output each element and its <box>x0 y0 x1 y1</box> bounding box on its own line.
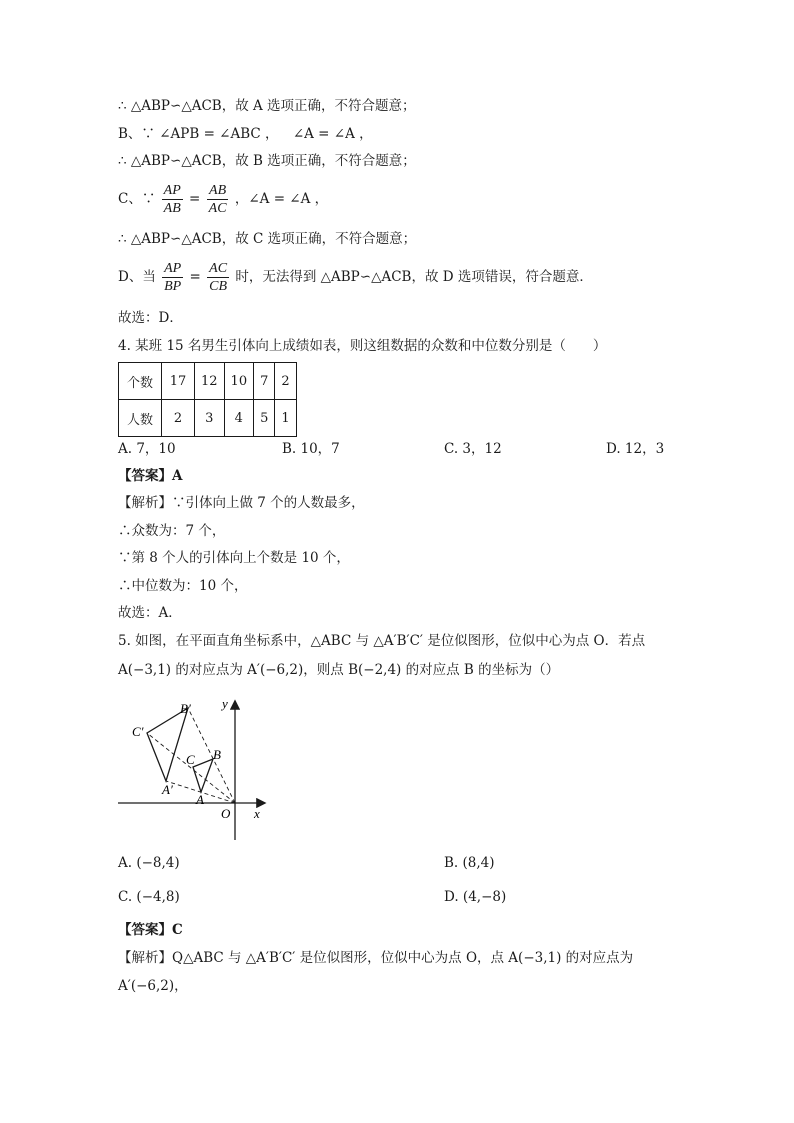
question-4-analysis-line: ∵第 8 个人的引体向上个数是 10 个， <box>118 550 350 566</box>
table-cell: 人数 <box>119 400 162 437</box>
table-row <box>119 400 297 437</box>
score-table <box>118 362 297 437</box>
question-5-answer: 【答案】C <box>118 922 183 938</box>
question-4-analysis-line: ∴众数为：7 个， <box>118 523 226 539</box>
table-cell: 3 <box>195 400 225 437</box>
question-5-option-d[interactable]: D. (4,−8) <box>444 889 507 905</box>
question-4-option-c[interactable]: C. 3，12 <box>444 441 502 457</box>
solution-line-b-part1: B、∵ ∠APB = ∠ABC ， <box>118 126 279 142</box>
table-cell: 12 <box>195 363 225 400</box>
label-c: C <box>186 752 195 767</box>
label-b-prime: B′ <box>180 701 191 716</box>
triangle-a1b1c1 <box>147 708 188 781</box>
fraction-denominator: CB <box>209 279 228 294</box>
question-5-option-c[interactable]: C. (−4,8) <box>118 889 180 905</box>
question-5-analysis-line-1: 【解析】Q△ABC 与 △A′B′C′ 是位似图形，位似中心为点 O，点 A(−3,1) 的对应点为 <box>118 950 634 966</box>
fraction-ab-ac <box>207 182 229 217</box>
question-5-option-b[interactable]: B. (8,4) <box>444 855 495 871</box>
fraction-denominator: AB <box>163 201 181 216</box>
solution-line-b-part2: ∠A = ∠A ， <box>292 126 373 142</box>
table-cell: 17 <box>162 363 195 400</box>
table-cell: 1 <box>275 400 296 437</box>
question-4-analysis-line: ∴中位数为：10 个， <box>118 578 248 594</box>
label-c-prime: C′ <box>132 724 144 739</box>
label-y: y <box>222 696 228 711</box>
table-cell: 7 <box>254 363 275 400</box>
table-cell: 个数 <box>119 363 162 400</box>
question-4-option-a[interactable]: A. 7，10 <box>118 441 176 457</box>
label-origin: O <box>221 806 231 821</box>
question-4-stem: 4. 某班 15 名男生引体向上成绩如表，则这组数据的众数和中位数分别是（ ） <box>118 338 607 354</box>
solution-line-d-suffix: 时，无法得到 △ABP∽△ACB，故 D 选项错误，符合题意． <box>235 269 593 285</box>
equals-sign: = <box>189 269 201 285</box>
question-5-stem-line-2: A(−3,1) 的对应点为 A′(−6,2)，则点 B(−2,4) 的对应点 B 的坐标为（） <box>118 662 560 678</box>
solution-line-c-suffix: ，∠A = ∠A ， <box>234 191 329 207</box>
fraction-numerator: AP <box>164 261 182 276</box>
table-cell: 10 <box>224 363 254 400</box>
fraction-denominator: AC <box>208 201 227 216</box>
label-a: A <box>196 792 204 807</box>
solution-line-b-conclusion: ∴ △ABP∽△ACB，故 B 选项正确，不符合题意； <box>118 153 416 169</box>
fraction-numerator: AP <box>163 183 181 198</box>
table-cell: 2 <box>275 363 296 400</box>
label-b: B <box>213 747 221 762</box>
question-4-option-b[interactable]: B. 10，7 <box>282 441 340 457</box>
solution-line-c-prefix: C、∵ <box>118 191 156 207</box>
question-4-answer: 【答案】A <box>118 468 183 484</box>
fraction-ap-ab <box>162 182 183 217</box>
equals-sign: = <box>189 191 201 207</box>
table-cell: 4 <box>224 400 254 437</box>
solution-line-c-conclusion: ∴ △ABP∽△ACB，故 C 选项正确，不符合题意； <box>118 231 417 247</box>
solution-line-d-prefix: D、当 <box>118 269 156 285</box>
question-5-analysis-line-2: A′(−6,2)， <box>118 978 188 994</box>
label-a-prime: A′ <box>162 782 173 797</box>
question-4-option-d[interactable]: D. 12，3 <box>606 441 665 457</box>
table-cell: 2 <box>162 400 195 437</box>
question-4-analysis-line: 【解析】∵引体向上做 7 个的人数最多， <box>118 495 365 511</box>
solution-line-b <box>118 124 373 144</box>
label-x: x <box>254 806 260 821</box>
triangle-abc <box>193 759 213 792</box>
fraction-numerator: AC <box>209 261 228 276</box>
solution-line-c <box>118 180 328 218</box>
table-cell: 5 <box>254 400 275 437</box>
fraction-ap-bp <box>162 260 183 295</box>
fraction-numerator: AB <box>209 183 227 198</box>
question-5-option-a[interactable]: A. (−8,4) <box>118 855 180 871</box>
question-5-stem-line-1: 5. 如图，在平面直角坐标系中，△ABC 与 △A′B′C′ 是位似图形，位似中心为点 O．若点 <box>118 633 646 649</box>
solution-choice: 故选：D． <box>118 310 183 326</box>
fraction-denominator: BP <box>164 279 182 294</box>
solution-line-a: ∴ △ABP∽△ACB，故 A 选项正确，不符合题意； <box>118 98 416 114</box>
fraction-ac-cb <box>207 260 229 295</box>
solution-line-d <box>118 258 593 296</box>
table-row <box>119 363 297 400</box>
coordinate-figure <box>118 696 278 846</box>
question-4-analysis-line: 故选：A． <box>118 605 182 621</box>
